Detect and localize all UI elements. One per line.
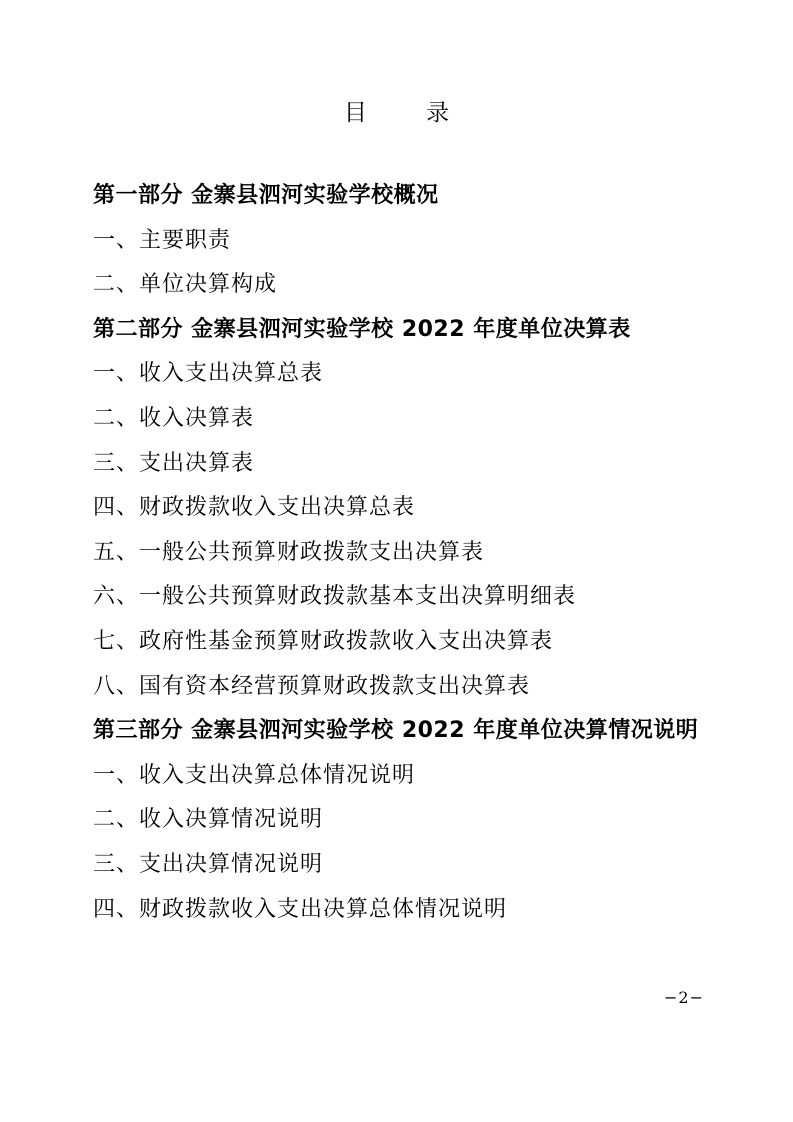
- page-number: −2−: [664, 988, 704, 1007]
- toc-item: 二、单位决算构成: [93, 272, 278, 298]
- toc-item: 二、收入决算表: [93, 405, 255, 431]
- table-of-contents: [93, 174, 713, 932]
- toc-item: 三、支出决算表: [93, 450, 255, 476]
- toc-item: 二、收入决算情况说明: [93, 807, 324, 833]
- toc-item: 七、政府性基金预算财政拨款收入支出决算表: [93, 628, 554, 654]
- toc-item: 三、支出决算情况说明: [93, 851, 324, 877]
- toc-item: 一、主要职责: [93, 227, 232, 253]
- toc-item: 四、财政拨款收入支出决算总体情况说明: [93, 896, 508, 922]
- toc-part-2: 第二部分 金寨县泗河实验学校 2022 年度单位决算表: [93, 316, 631, 342]
- page-title: 目 录: [343, 100, 476, 126]
- toc-item: 一、收入支出决算总表: [93, 361, 324, 387]
- toc-item: 五、一般公共预算财政拨款支出决算表: [93, 539, 485, 565]
- toc-item: 八、国有资本经营预算财政拨款支出决算表: [93, 673, 531, 699]
- toc-part-1: 第一部分 金寨县泗河实验学校概况: [93, 183, 439, 208]
- toc-part-3: 第三部分 金寨县泗河实验学校 2022 年度单位决算情况说明: [93, 718, 699, 744]
- toc-item: 一、收入支出决算总体情况说明: [93, 762, 416, 788]
- toc-item: 四、财政拨款收入支出决算总表: [93, 495, 416, 521]
- toc-item: 六、一般公共预算财政拨款基本支出决算明细表: [93, 584, 577, 610]
